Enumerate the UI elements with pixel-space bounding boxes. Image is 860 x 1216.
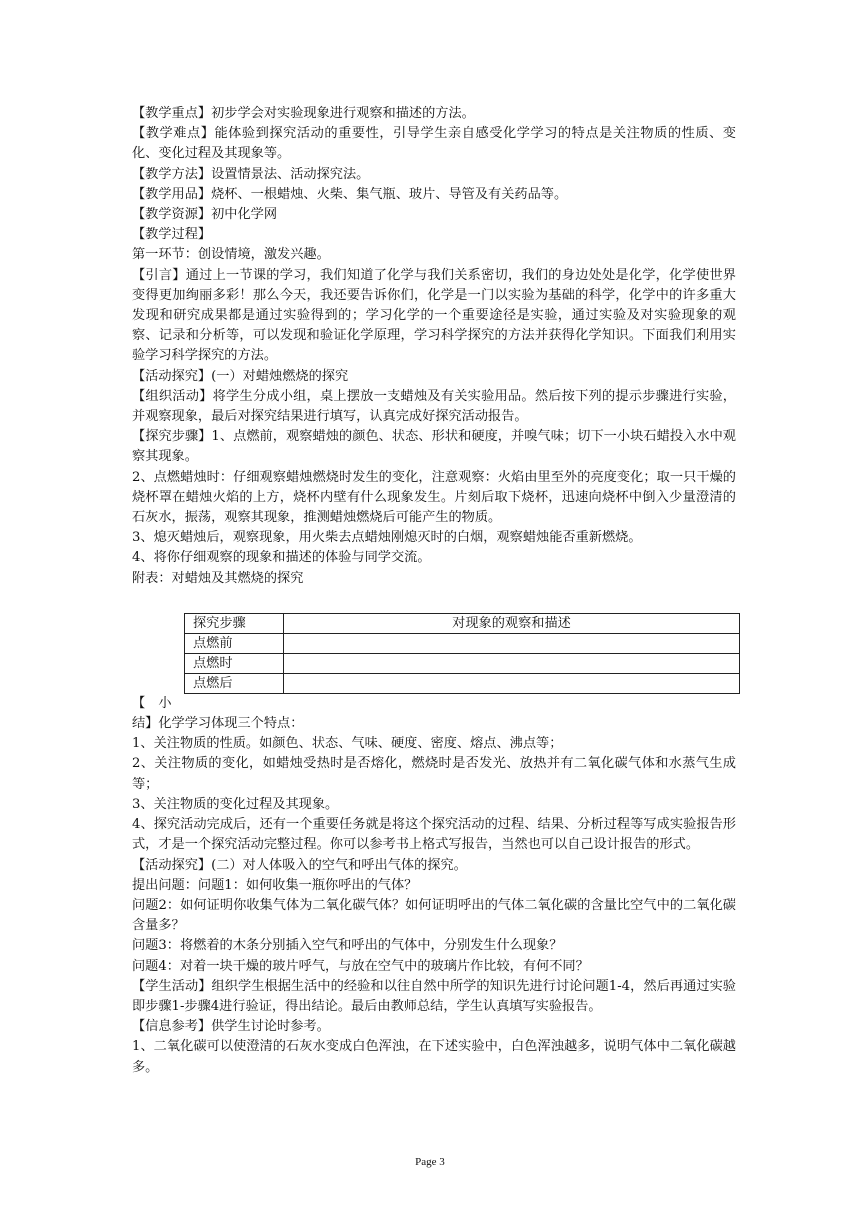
paragraph-student-activity: 【学生活动】组织学生根据生活中的经验和以往自然中所学的知识先进行讨论问题1-4，然后再通过实验即步骤1-步骤4进行验证，得出结论。最后由教师总结，学生认真填写实验报告。 bbox=[132, 978, 736, 1014]
paragraph-info-point-1: 1、二氧化碳可以使澄清的石灰水变成白色浑浊，在下述实验中，白色浑浊越多，说明气体中二氧化碳越多。 bbox=[132, 1039, 736, 1075]
paragraph-summary: 结】化学学习体现三个特点： bbox=[132, 716, 304, 732]
paragraph-step-3: 3、熄灭蜡烛后，观察现象，用火柴去点蜡烛刚熄灭时的白烟，观察蜡烛能否重新燃烧。 bbox=[132, 530, 642, 546]
table-header-cell: 对现象的观察和描述 bbox=[284, 613, 740, 633]
paragraph-question-3: 问题3：将燃着的木条分别插入空气和呼出的气体中，分别发生什么现象？ bbox=[132, 938, 563, 954]
paragraph-teaching-focus: 【教学重点】初步学会对实验现象进行观察和描述的方法。 bbox=[132, 106, 475, 121]
paragraph-step-2: 2、点燃蜡烛时：仔细观察蜡烛燃烧时发生的变化，注意观察：火焰由里至外的亮度变化；取一只干燥的烧杯罩在蜡烛火焰的上方，烧杯内壁有什么现象发生。片刻后取下烧杯，迅速向烧杯中倒入少量澄清的石灰水，振荡，观察其现象，推测蜡烛燃烧后可能产生的物质。 bbox=[132, 469, 736, 526]
paragraph-question-2: 问题2：如何证明你收集气体为二氧化碳气体？如何证明呼出的气体二氧化碳的含量比空气中的二氧化碳含量多？ bbox=[132, 897, 736, 934]
paragraph-question-1: 提出问题：问题1：如何收集一瓶你呼出的气体？ bbox=[132, 877, 418, 893]
paragraph-summary-point-4: 4、探究活动完成后，还有一个重要任务就是将这个探究活动的过程、结果、分析过程等写成实验报告形式，才是一个探究活动完整过程。你可以参考书上格式写报告，当然也可以自己设计报告的形式。 bbox=[132, 817, 736, 853]
spacer bbox=[132, 589, 736, 613]
paragraph-summary-open: 【 小 bbox=[132, 695, 172, 711]
table-cell: 点燃时 bbox=[185, 653, 284, 673]
paragraph-summary-point-2: 2、关注物质的变化，如蜡烛受热时是否熔化，燃烧时是否发光、放热并有二氧化碳气体和水蒸气生成等； bbox=[132, 756, 736, 792]
table-row bbox=[185, 633, 740, 653]
table-header-row bbox=[185, 613, 740, 633]
paragraph-summary-point-1: 1、关注物质的性质。如颜色、状态、气味、硬度、密度、熔点、沸点等； bbox=[132, 736, 563, 752]
paragraph-activity-two: 【活动探究】(二）对人体吸入的空气和呼出气体的探究。 bbox=[132, 857, 467, 873]
table-row bbox=[185, 673, 740, 693]
paragraph-introduction: 【引言】通过上一节课的学习，我们知道了化学与我们关系密切，我们的身边处处是化学，化学使世界变得更加绚丽多彩！那么今天，我还要告诉你们，化学是一门以实验为基础的科学，化学中的许多重大发现和研究成果都是通过实验得到的；学习化学的一个重要途径是实验，通过实验及对实验现象的观察、记录和分析等，可以发现和验证化学原理，学习科学探究的方法并获得化学知识。下面我们利用实验学习科学探究的方法。 bbox=[132, 267, 736, 364]
table-cell bbox=[284, 653, 740, 673]
paragraph-organize-activity: 【组织活动】将学生分成小组，桌上摆放一支蜡烛及有关实验用品。然后按下列的提示步骤进行实验，并观察现象，最后对探究结果进行填写，认真完成好探究活动报告。 bbox=[132, 388, 736, 425]
table-row bbox=[185, 653, 740, 673]
table-header-cell: 探究步骤 bbox=[185, 613, 284, 633]
paragraph-teaching-supplies: 【教学用品】烧杯、一根蜡烛、火柴、集气瓶、玻片、导管及有关药品等。 bbox=[132, 186, 568, 202]
paragraph-teaching-difficulty: 【教学难点】能体验到探究活动的重要性，引导学生亲自感受化学学习的特点是关注物质的性质、变化、变化过程及其现象等。 bbox=[132, 126, 736, 162]
paragraph-step-1: 【探究步骤】1、点燃前，观察蜡烛的颜色、状态、形状和硬度，并嗅气味；切下一小块石蜡投入水中观察其现象。 bbox=[132, 429, 736, 465]
page-number: Page 3 bbox=[415, 1156, 445, 1168]
paragraph-step-4: 4、将你仔细观察的现象和描述的体验与同学交流。 bbox=[132, 550, 431, 566]
document-body bbox=[132, 104, 736, 1078]
table-cell bbox=[284, 633, 740, 653]
paragraph-teaching-method: 【教学方法】设置情景法、活动探究法。 bbox=[132, 166, 370, 182]
paragraph-info-reference: 【信息参考】供学生讨论时参考。 bbox=[132, 1019, 330, 1035]
paragraph-teaching-resources: 【教学资源】初中化学网 bbox=[132, 207, 278, 223]
paragraph-teaching-process: 【教学过程】 bbox=[132, 227, 212, 243]
probe-table bbox=[184, 613, 740, 694]
paragraph-appendix-caption: 附表：对蜡烛及其燃烧的探究 bbox=[132, 570, 304, 586]
paragraph-first-stage: 第一环节：创设情境，激发兴趣。 bbox=[132, 247, 330, 263]
table-cell: 点燃前 bbox=[185, 633, 284, 653]
table-cell bbox=[284, 673, 740, 693]
paragraph-activity-one: 【活动探究】(一）对蜡烛燃烧的探究 bbox=[132, 368, 349, 384]
paragraph-summary-point-3: 3、关注物质的变化过程及其现象。 bbox=[132, 796, 339, 812]
paragraph-question-4: 问题4：对着一块干燥的玻片呼气，与放在空气中的玻璃片作比较，有何不同？ bbox=[132, 958, 589, 974]
table-cell: 点燃后 bbox=[185, 673, 284, 693]
